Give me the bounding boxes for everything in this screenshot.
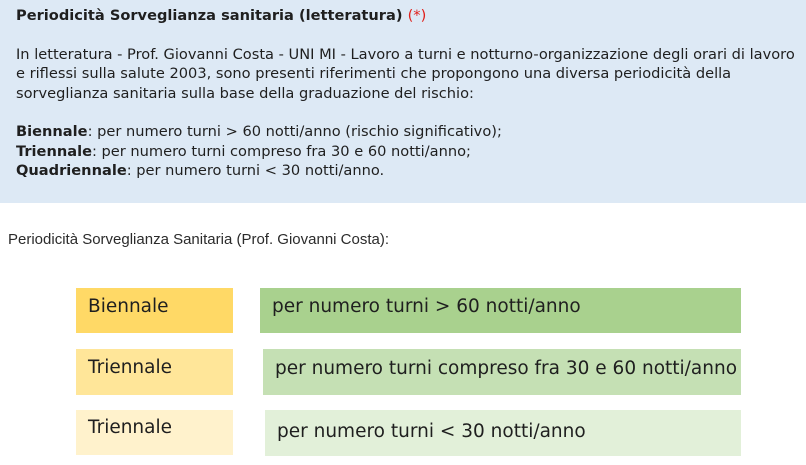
info-title-text: Periodicità Sorveglianza sanitaria (letteratura) bbox=[16, 7, 403, 24]
periodicity-item-label: Quadriennale bbox=[16, 162, 127, 179]
periodicity-item-text: : per numero turni < 30 notti/anno. bbox=[126, 162, 385, 179]
info-paragraph: In letteratura - Prof. Giovanni Costa - UNI MI - Lavoro a turni e notturno-organizzazione degli orari di lavoro e riflessi sulla salute 2003, sono presenti riferimenti che propongono una diversa periodicità della sorveglianza sanitaria sulla base della graduazione del rischio: bbox=[16, 45, 795, 102]
periodicity-item-label: Triennale bbox=[16, 142, 92, 160]
period-cell: Biennale bbox=[76, 288, 233, 333]
periodicity-item-biennale bbox=[16, 122, 796, 142]
info-title-marker: (*) bbox=[407, 7, 427, 24]
condition-cell: per numero turni < 30 notti/anno bbox=[265, 410, 741, 456]
condition-cell: per numero turni > 60 notti/anno bbox=[260, 288, 741, 333]
periodicity-item-quadriennale bbox=[16, 161, 796, 181]
literature-info-box bbox=[0, 0, 806, 203]
condition-cell: per numero turni compreso fra 30 e 60 notti/anno bbox=[263, 349, 741, 395]
table-caption: Periodicità Sorveglianza Sanitaria (Prof. Giovanni Costa): bbox=[8, 231, 390, 248]
periodicity-item-text: : per numero turni > 60 notti/anno (rischio significativo); bbox=[87, 123, 502, 140]
periodicity-item-text: : per numero turni compreso fra 30 e 60 notti/anno; bbox=[91, 142, 471, 160]
periodicity-item-triennale bbox=[16, 142, 796, 162]
period-cell: Triennale bbox=[76, 410, 233, 455]
periodicity-list bbox=[16, 122, 796, 181]
info-title bbox=[16, 6, 796, 26]
period-cell: Triennale bbox=[76, 349, 233, 395]
periodicity-item-label: Biennale bbox=[16, 123, 88, 140]
